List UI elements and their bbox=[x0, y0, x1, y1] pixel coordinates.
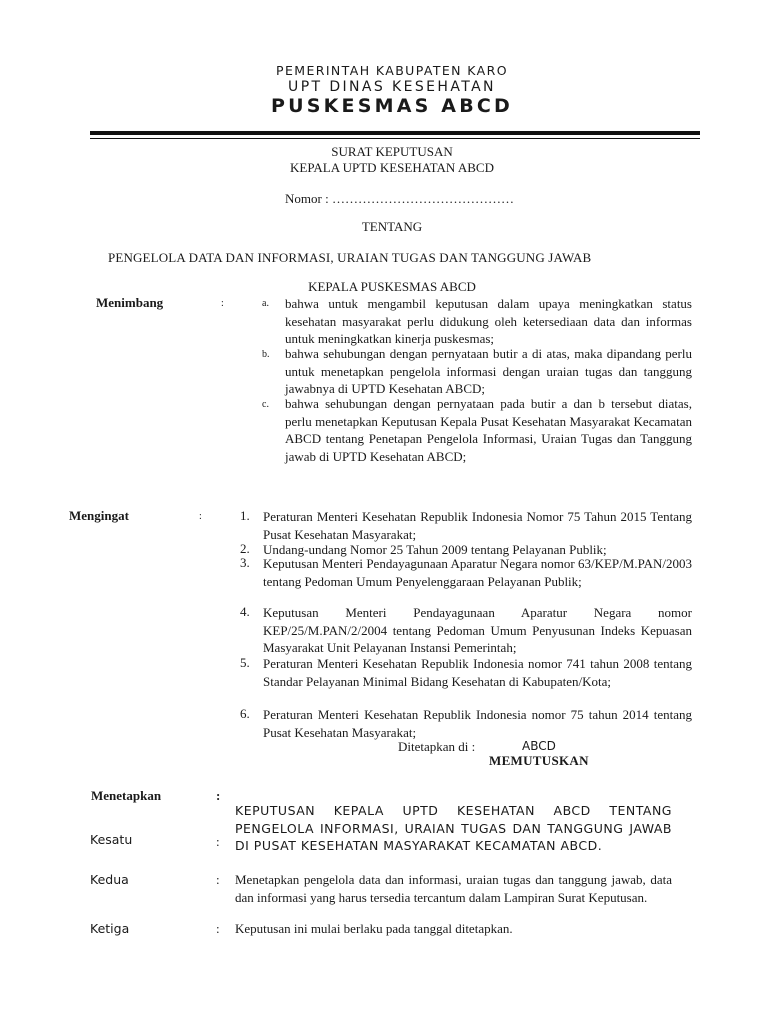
menimbang-item-text: bahwa sehubungan dengan pernyataan pada butir a dan b tersebut diatas, perlu menetapkan Keputusan Kepala Pusat Kesehatan Masyarakat Kecamatan ABCD tentang Penetapan Pengelola Informasi, Uraian Tugas dan Tanggung jawab di UPTD Kesehatan ABCD; bbox=[285, 396, 692, 464]
mengingat-item-marker: 1. bbox=[240, 508, 250, 523]
kedua-text: Menetapkan pengelola data dan informasi, uraian tugas dan tanggung jawab, data dan informasi yang harus tersedia tercantum dalam Lampiran Surat Keputusan. bbox=[235, 872, 672, 905]
menimbang-colon: : bbox=[221, 298, 224, 309]
memutuskan-heading: MEMUTUSKAN bbox=[489, 753, 589, 768]
letterhead-government: PEMERINTAH KABUPATEN KARO bbox=[276, 63, 508, 78]
mengingat-item-text: Peraturan Menteri Kesehatan Republik Indonesia Nomor 75 Tahun 2015 Tentang Pusat Kesehatan Masyarakat; bbox=[263, 509, 692, 542]
letterhead-rule-thick bbox=[90, 131, 700, 135]
menetapkan-label: Menetapkan bbox=[91, 788, 162, 803]
menetapkan-colon: : bbox=[216, 788, 221, 803]
menimbang-item-text: bahwa untuk mengambil keputusan dalam upaya meningkatkan status kesehatan masyarakat perlu didukung oleh ketersediaan data dan informas untuk meningkatkan kinerja puskesmas; bbox=[285, 296, 692, 347]
ketiga-text: Keputusan ini mulai berlaku pada tanggal ditetapkan. bbox=[235, 921, 513, 936]
letterhead-agency: UPT DINAS KESEHATAN bbox=[288, 79, 496, 95]
mengingat-item-text: Keputusan Menteri Pendayagunaan Aparatur Negara nomor KEP/25/M.PAN/2/2004 tentang Pedoman Umum Penyusunan Indeks Kepuasan Masyarakat Unit Pelayanan Instansi Pemerintah; bbox=[263, 605, 692, 656]
mengingat-colon: : bbox=[199, 511, 202, 522]
ketiga-colon: : bbox=[216, 921, 220, 936]
kesatu-colon: : bbox=[216, 834, 220, 849]
mengingat-item-text: Peraturan Menteri Kesehatan Republik Indonesia nomor 741 tahun 2008 tentang Standar Pelayanan Minimal Bidang Kesehatan di Kabupaten/Kota; bbox=[263, 656, 692, 689]
kesatu-label: Kesatu bbox=[90, 832, 133, 847]
letterhead-rule-thin bbox=[90, 138, 700, 139]
mengingat-item-marker: 6. bbox=[240, 706, 250, 721]
menimbang-item-marker: b. bbox=[262, 349, 270, 360]
document-subject: PENGELOLA DATA DAN INFORMASI, URAIAN TUGAS DAN TANGGUNG JAWAB bbox=[108, 250, 592, 265]
menimbang-item-marker: c. bbox=[262, 399, 269, 410]
mengingat-label: Mengingat bbox=[69, 508, 129, 523]
letterhead-institution: PUSKESMAS ABCD bbox=[270, 95, 514, 117]
menimbang-item-text-content: bahwa sehubungan dengan pernyataan butir a di atas, maka dipandang perlu untuk menetapkan pengelola informasi dengan uraian tugas dan tanggung jawabnya di UPTD Kesehatan ABCD; bbox=[285, 346, 692, 397]
mengingat-item-marker: 5. bbox=[240, 655, 250, 670]
document-number: Nomor : …………………………………… bbox=[285, 191, 514, 206]
ditetapkan-place: ABCD bbox=[522, 739, 556, 753]
menetapkan-text: KEPUTUSAN KEPALA UPTD KESEHATAN ABCD TENTANG PENGELOLA INFORMASI, URAIAN TUGAS DAN TANGGUNG JAWAB DI PUSAT KESEHATAN MASYARAKAT KECAMATAN ABCD. bbox=[235, 803, 672, 853]
mengingat-item-text: Keputusan Menteri Pendayagunaan Aparatur Negara nomor 63/KEP/M.PAN/2003 tentang Pedoman Umum Penyelenggaraan Pelayanan Publik; bbox=[263, 556, 692, 589]
document-issuer: KEPALA UPTD KESEHATAN ABCD bbox=[290, 160, 494, 175]
document-title: SURAT KEPUTUSAN bbox=[331, 144, 453, 159]
ditetapkan-label: Ditetapkan di : bbox=[398, 739, 476, 754]
mengingat-item-text: Undang-undang Nomor 25 Tahun 2009 tentang Pelayanan Publik; bbox=[263, 542, 607, 557]
menimbang-label: Menimbang bbox=[96, 295, 164, 310]
mengingat-item-marker: 4. bbox=[240, 604, 250, 619]
mengingat-item-marker: 2. bbox=[240, 541, 250, 556]
mengingat-item-marker: 3. bbox=[240, 555, 250, 570]
kedua-label: Kedua bbox=[90, 872, 129, 887]
kedua-colon: : bbox=[216, 872, 220, 887]
tentang-heading: TENTANG bbox=[361, 219, 423, 234]
official-heading: KEPALA PUSKESMAS ABCD bbox=[308, 279, 476, 294]
ketiga-label: Ketiga bbox=[90, 921, 130, 936]
menimbang-item-text bbox=[285, 345, 692, 398]
mengingat-item-text: Peraturan Menteri Kesehatan Republik Indonesia nomor 75 tahun 2014 tentang Pusat Kesehatan Masyarakat; bbox=[263, 707, 692, 740]
menimbang-item-marker: a. bbox=[262, 298, 269, 309]
